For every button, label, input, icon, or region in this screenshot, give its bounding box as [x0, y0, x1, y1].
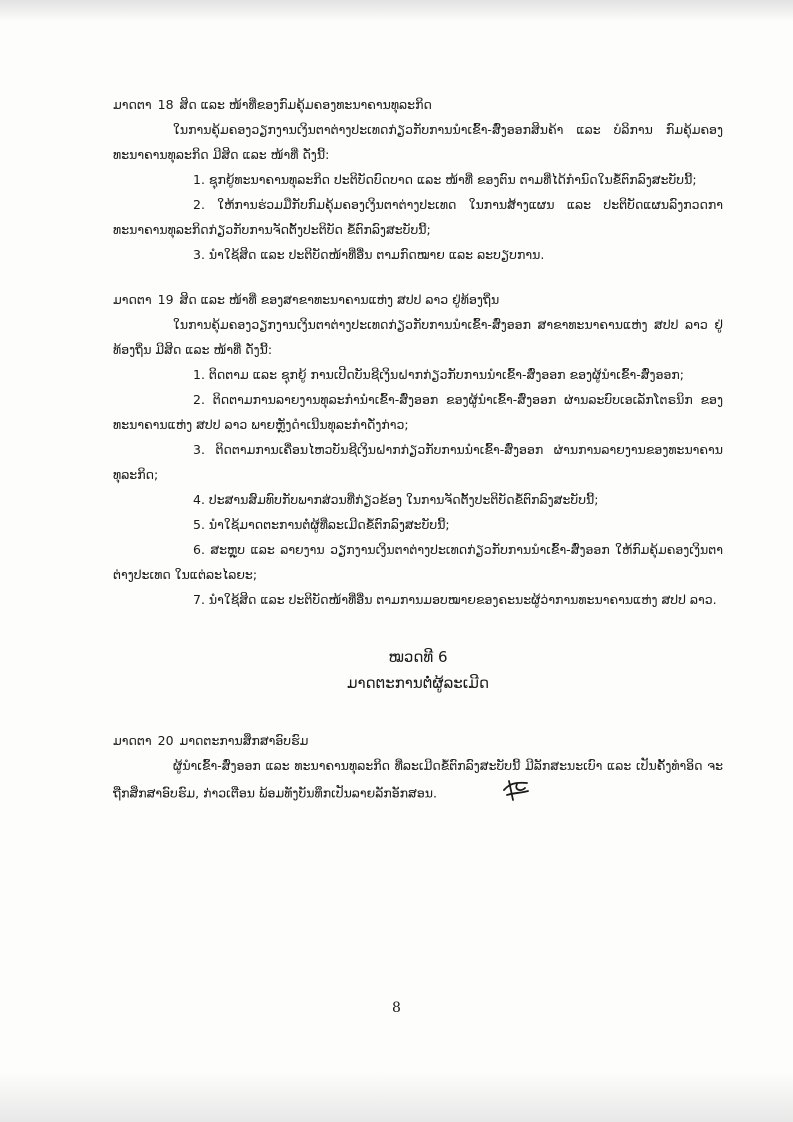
- article-title: ສິດ ແລະ ໜ້າທີ່ ຂອງສາຂາທະນາຄານແຫ່ງ ສປປ ລາວ ຢູ່ທ້ອງຖິ່ນ: [179, 292, 500, 307]
- article-heading: [113, 287, 723, 312]
- article-intro: ໃນການຄຸ້ມຄອງວຽກງານເງິນຕາຕ່າງປະເທດກ່ຽວກັບການນຳເຂົ້າ-ສົ່ງອອກສິນຄ້າ ແລະ ບໍລິການ ກົມຄຸ້ມຄອງທະນາຄານທຸລະກິດ ມີສິດ ແລະ ໜ້າທີ່ ດັ່ງນີ້:: [113, 122, 723, 162]
- article-body-text: ຜູ້ນຳເຂົ້າ-ສົ່ງອອກ ແລະ ທະນາຄານທຸລະກິດ ທີ່ລະເມີດຂໍ້ຕົກລົງສະບັບນີ້ ມີລັກສະນະເບົາ ແລະ ເປັນຄັ້ງທຳອິດ ຈະຖືກສຶກສາອົບຮົມ, ກ່າວເຕືອນ ພ້ອມທັງບັນທຶກເປັນລາຍລັກອັກສອນ.: [113, 758, 723, 801]
- article-number: 19: [157, 292, 174, 307]
- article-title: ສິດ ແລະ ໜ້າທີ່ຂອງກົມຄຸ້ມຄອງທະນາຄານທຸລະກິດ: [179, 97, 432, 112]
- article-intro: ໃນການຄຸ້ມຄອງວຽກງານເງິນຕາຕ່າງປະເທດກ່ຽວກັບການນຳເຂົ້າ-ສົ່ງອອກ ສາຂາທະນາຄານແຫ່ງ ສປປ ລາວ ຢູ່ທ້ອງຖິ່ນ ມີສິດ ແລະ ໜ້າທີ່ ດັ່ງນີ້:: [113, 317, 723, 357]
- list-item: 1. ຕິດຕາມ ແລະ ຊຸກຍູ້ ການເປີດບັນຊີເງິນຝາກກ່ຽວກັບການນຳເຂົ້າ-ສົ່ງອອກ ຂອງຜູ້ນຳເຂົ້າ-ສົ່ງອອກ;: [193, 367, 685, 382]
- list-item: 1. ຊຸກຍູ້ທະນາຄານທຸລະກິດ ປະຕິບັດບົດບາດ ແລະ ໜ້າທີ່ ຂອງຕົນ ຕາມທີ່ໄດ້ກຳນົດໃນຂໍ້ຕົກລົງສະບັບນີ້;: [193, 172, 697, 187]
- article-label: ມາດຕາ: [113, 97, 152, 112]
- article-title: ມາດຕະການສຶກສາອົບຮົມ: [179, 733, 309, 748]
- list-item: 7. ນຳໃຊ້ສິດ ແລະ ປະຕິບັດໜ້າທີ່ອື່ນ ຕາມການມອບໝາຍຂອງຄະນະຜູ້ວ່າການທະນາຄານແຫ່ງ ສປປ ລາວ.: [193, 592, 717, 607]
- article-label: ມາດຕາ: [113, 292, 152, 307]
- chapter-number: ໝວດທີ 6: [388, 648, 448, 666]
- article-heading: [113, 728, 723, 753]
- list-item: 2. ໃຫ້ການຮ່ວມມືກັບກົມຄຸ້ມຄອງເງິນຕາຕ່າງປະເທດ ໃນການສ້າງແຜນ ແລະ ປະຕິບັດແຜນລົງກວດກາທະນາຄານທຸລະກິດກ່ຽວກັບການຈັດຕັ້ງປະຕິບັດ ຂໍ້ຕົກລົງສະບັບນີ້;: [113, 197, 723, 237]
- list-item: 2. ຕິດຕາມການລາຍງານທຸລະກຳນຳເຂົ້າ-ສົ່ງອອກ ຂອງຜູ້ນຳເຂົ້າ-ສົ່ງອອກ ຜ່ານລະບົບເອເລັກໂຕຣນິກ ຂອງທະນາຄານແຫ່ງ ສປປ ລາວ ພາຍຫຼັງດຳເນີນທຸລະກຳດັ່ງກ່າວ;: [113, 392, 723, 432]
- article-number: 18: [157, 97, 174, 112]
- list-item: 4. ປະສານສົມທົບກັບພາກສ່ວນທີ່ກ່ຽວຂ້ອງ ໃນການຈັດຕັ້ງປະຕິບັດຂໍ້ຕົກລົງສະບັບນີ້;: [193, 492, 599, 507]
- list-item: 3. ນຳໃຊ້ສິດ ແລະ ປະຕິບັດໜ້າທີ່ອື່ນ ຕາມກົດໝາຍ ແລະ ລະບຽບການ.: [193, 247, 545, 262]
- scan-shadow-top: [0, 0, 793, 22]
- list-item: 6. ສະຫຼຸບ ແລະ ລາຍງານ ວຽກງານເງິນຕາຕ່າງປະເທດກ່ຽວກັບການນຳເຂົ້າ-ສົ່ງອອກ ໃຫ້ກົມຄຸ້ມຄອງເງິນຕາຕ່າງປະເທດ ໃນແຕ່ລະໄລຍະ;: [113, 542, 723, 582]
- list-item: 5. ນຳໃຊ້ມາດຕະການຕໍ່ຜູ້ທີ່ລະເມີດຂໍ້ຕົກລົງສະບັບນີ້;: [193, 517, 450, 532]
- article-label: ມາດຕາ: [113, 733, 152, 748]
- article-19: [113, 287, 723, 612]
- article-body: [113, 753, 723, 810]
- page-number: 8: [392, 1000, 401, 1016]
- article-heading: [113, 92, 723, 117]
- scan-shadow-bottom: [0, 1072, 793, 1122]
- chapter-title: ມາດຕະການຕໍ່ຜູ້ລະເມີດ: [346, 674, 489, 692]
- article-number: 20: [157, 733, 174, 748]
- list-item: 3. ຕິດຕາມການເຄື່ອນໄຫວບັນຊີເງິນຝາກກ່ຽວກັບການນຳເຂົ້າ-ສົ່ງອອກ ຜ່ານການລາຍງານຂອງທະນາຄານທຸລະກິດ;: [113, 442, 723, 482]
- page-content: [113, 92, 723, 810]
- article-20: [113, 728, 723, 810]
- signature-initials-icon: [441, 778, 531, 810]
- chapter-heading: [113, 644, 723, 696]
- article-18: [113, 92, 723, 267]
